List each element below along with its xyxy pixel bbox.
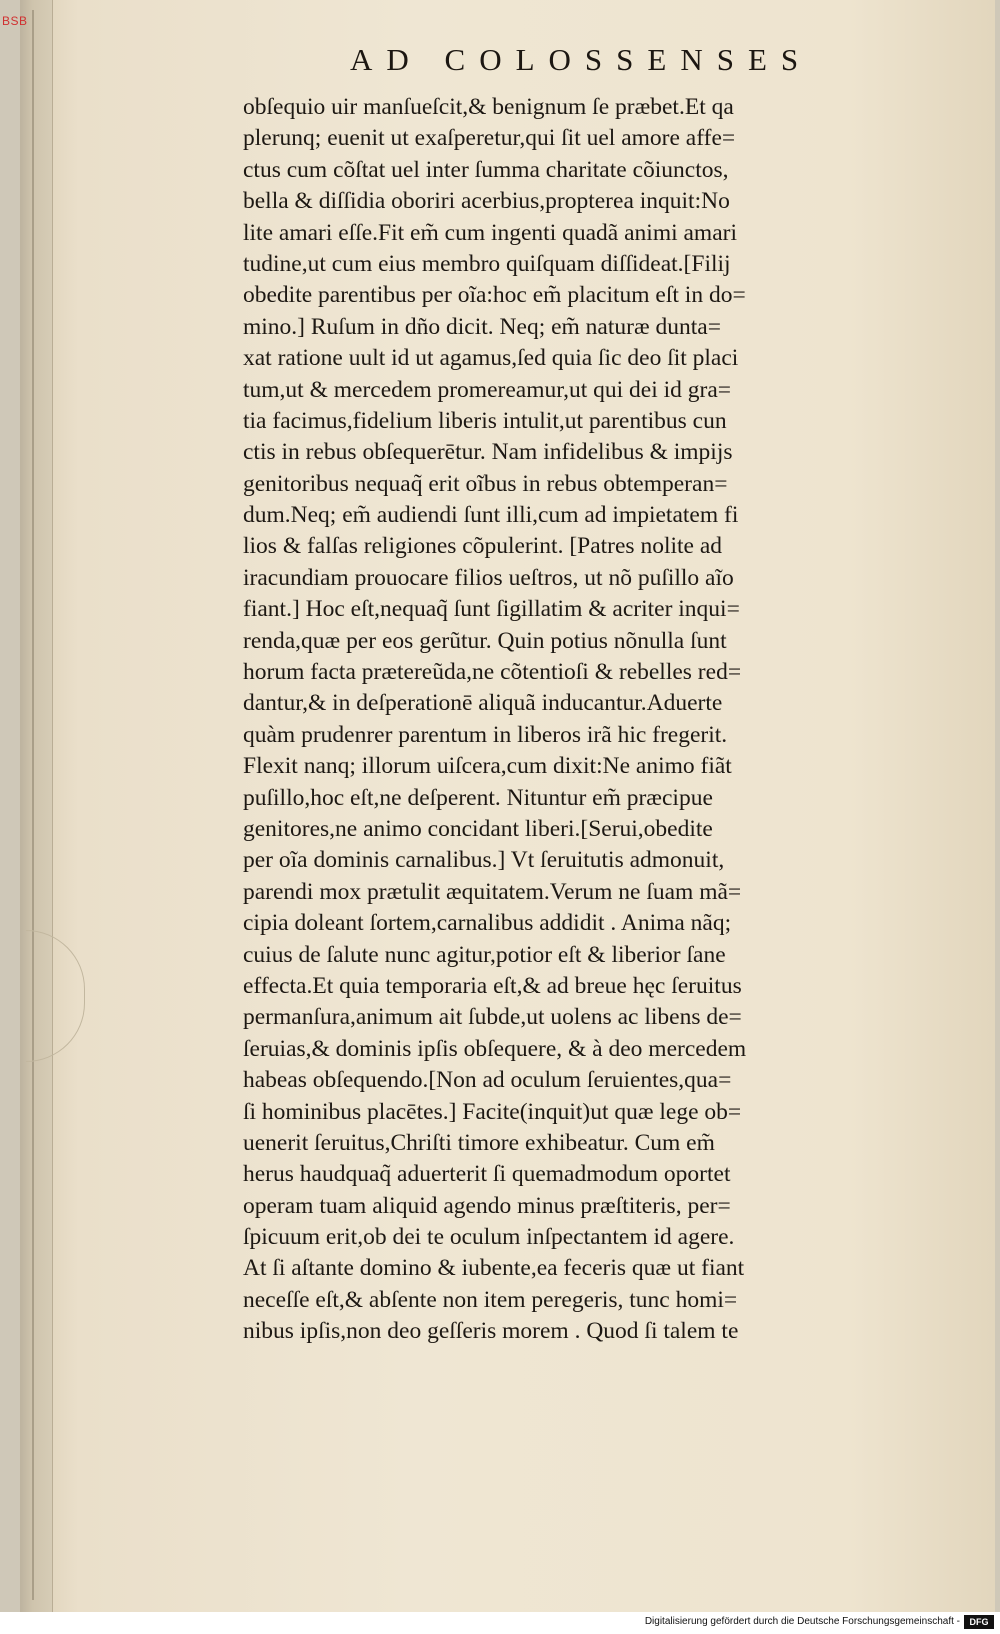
text-line: fiant.] Hoc eſt,nequaq̃ ſunt ſigillatim & acriter inqui= (243, 596, 740, 623)
text-line: neceſſe eſt,& abſente non item peregeris, tunc homi= (243, 1286, 738, 1313)
text-line: permanſura,animum ait ſubde,ut uolens ac libens de= (243, 1004, 742, 1031)
text-line: herus haudquaq̃ aduerterit ſi quemadmodum oportet (243, 1161, 731, 1188)
text-line: uenerit ſeruitus,Chriſti timore exhibeatur. Cum em̃ (243, 1129, 715, 1156)
text-line: ctis in rebus obſequerētur. Nam infidelibus & impijs (243, 439, 733, 466)
running-head: AD COLOSSENSES (350, 42, 813, 77)
dfg-logo: DFG (964, 1615, 994, 1629)
text-line: plerunq; euenit ut exaſperetur,qui ſit uel amore affe= (243, 125, 736, 152)
text-line: ſpicuum erit,ob dei te oculum inſpectantem id agere. (243, 1224, 735, 1251)
text-line: bella & diſſidia oboriri acerbius,propterea inquit:No (243, 188, 730, 215)
page-fold-mark (26, 930, 85, 1062)
text-line: nibus ipſis,non deo geſſeris morem . Quod ſi talem te (243, 1318, 739, 1345)
text-line: effecta.Et quia temporaria eſt,& ad breue hęc ſeruitus (243, 972, 742, 999)
text-line: tudine,ut cum eius membro quiſquam diſſideat.[Filij (243, 250, 731, 277)
text-line: ſi hominibus placētes.] Facite(inquit)ut quæ lege ob= (243, 1098, 742, 1125)
text-line: tum,ut & mercedem promereamur,ut qui dei id gra= (243, 376, 732, 403)
text-line: cuius de ſalute nunc agitur,potior eſt & liberior ſane (243, 941, 726, 968)
page-spine (20, 0, 53, 1612)
text-line: puſillo,hoc eſt,ne deſperent. Nituntur em̃ præcipue (243, 784, 713, 811)
footer-bar (0, 1612, 1000, 1634)
text-line: xat ratione uult id ut agamus,ſed quia ſic deo ſit placi (243, 345, 739, 372)
text-line: operam tuam aliquid agendo minus præſtiteris, per= (243, 1192, 731, 1219)
footer-credit: Digitalisierung gefördert durch die Deutsche Forschungsgemeinschaft - (644, 1616, 960, 1627)
book-page (20, 0, 995, 1612)
text-line: dum.Neq; em̃ audiendi ſunt illi,cum ad impietatem fi (243, 502, 739, 529)
text-line: per oĩa dominis carnalibus.] Vt ſeruitutis admonuit, (243, 847, 725, 874)
text-line: obedite parentibus per oĩa:hoc em̃ placitum eſt in do= (243, 282, 746, 309)
text-line: renda,quæ per eos gerũtur. Quin potius nõnulla ſunt (243, 627, 727, 654)
text-line: mino.] Ruſum in dño dicit. Neq; em̃ naturæ dunta= (243, 313, 721, 340)
library-mark: BSB (2, 14, 28, 28)
text-line: lite amari eſſe.Fit em̃ cum ingenti quadã animi amari (243, 219, 737, 246)
text-line: dantur,& in deſperationē aliquã inducantur.Aduerte (243, 690, 723, 717)
binding-line (32, 10, 34, 1600)
text-line: ſeruias,& dominis ipſis obſequere, & à deo mercedem (243, 1035, 747, 1062)
text-line: Flexit nanq; illorum uiſcera,cum dixit:Ne animo fiãt (243, 753, 732, 780)
body-text (243, 92, 943, 1348)
text-line: iracundiam prouocare filios ueſtros, ut nõ puſillo aĩo (243, 564, 734, 591)
text-line: cipia doleant ſortem,carnalibus addidit . Anima nãq; (243, 910, 732, 937)
text-line: quàm prudenrer parentum in liberos irã hic fregerit. (243, 721, 728, 748)
text-line: habeas obſequendo.[Non ad oculum ſeruientes,qua= (243, 1067, 732, 1094)
text-line: ctus cum cõſtat uel inter ſumma charitate cõiunctos, (243, 156, 729, 183)
text-line: tia facimus,fidelium liberis intulit,ut parentibus cun (243, 407, 727, 434)
text-line: At ſi aſtante domino & iubente,ea feceris quæ ut fiant (243, 1255, 745, 1282)
text-line: genitores,ne animo concidant liberi.[Serui,obedite (243, 815, 713, 842)
text-line: horum facta prætereũda,ne cõtentioſi & rebelles red= (243, 659, 742, 686)
text-line: lios & falſas religiones cõpulerint. [Patres nolite ad (243, 533, 723, 560)
text-line: parendi mox prætulit æquitatem.Verum ne ſuam mã= (243, 878, 742, 905)
text-line: genitoribus nequaq̃ erit oĩbus in rebus obtemperan= (243, 470, 728, 497)
text-line: obſequio uir manſueſcit,& benignum ſe præbet.Et qa (243, 94, 734, 120)
